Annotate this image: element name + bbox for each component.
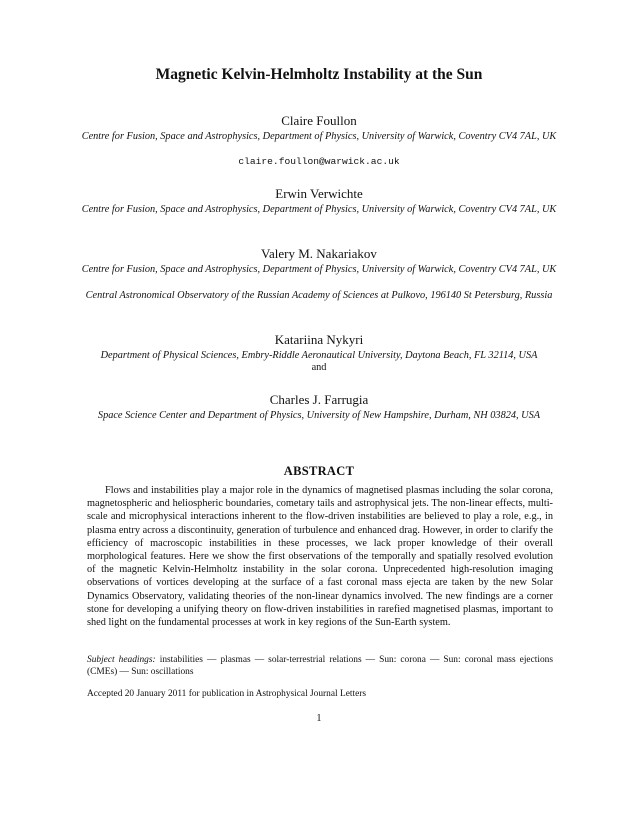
subject-headings [87,654,553,679]
author-name-1: Claire Foullon [281,113,357,128]
abstract-heading: ABSTRACT [283,464,355,478]
author-name-2: Erwin Verwichte [275,186,363,201]
author-affiliation-5: Space Science Center and Department of Physics, University of New Hampshire, Durham, NH 03824, USA [97,410,541,421]
author-affiliation-3a: Centre for Fusion, Space and Astrophysics, Department of Physics, University of Warwick, Coventry CV4 7AL, UK [81,264,557,275]
acceptance-note: Accepted 20 January 2011 for publication in Astrophysical Journal Letters [87,689,367,699]
author-name-5: Charles J. Farrugia [269,392,369,407]
author-name-4: Katariina Nykyri [274,332,364,347]
author-affiliation-2: Centre for Fusion, Space and Astrophysics, Department of Physics, University of Warwick, Coventry CV4 7AL, UK [81,204,557,215]
subject-headings-text: instabilities — plasmas — solar-terrestrial relations — Sun: corona — Sun: coronal mass ejections (CMEs) — Sun: oscillations [87,655,553,678]
author-affiliation-1: Centre for Fusion, Space and Astrophysics, Department of Physics, University of Warwick, Coventry CV4 7AL, UK [81,131,557,142]
subject-headings-label: Subject headings: [87,655,156,665]
and-separator: and [311,362,327,373]
author-email[interactable]: claire.foullon@warwick.ac.uk [238,156,400,167]
author-affiliation-4: Department of Physical Sciences, Embry-Riddle Aeronautical University, Daytona Beach, FL 32114, USA [100,350,538,361]
abstract-text: Flows and instabilities play a major role in the dynamics of magnetised plasmas including the solar corona, magnetospheric and heliospheric boundaries, cometary tails and astrophysical jets. The non-linear effects, multi-scale and microphysical interactions inherent to the flow-driven instabilities are believed to play a role, e.g., in plasma entry across a discontinuity, generation of turbulence and enhanced drag. However, in order to clarify the efficiency of macroscopic instabilities in these processes, we lack proper knowledge of their overall morphological features. Here we show the first observations of the temporally and spatially resolved evolution of the magnetic Kelvin-Helmholtz instability in the solar corona. Unprecedented high-resolution imaging observations of vortices developing at the surface of a fast coronal mass ejecta are taken by the new Solar Dynamics Observatory, validating theories of the non-linear dynamics involved. The new findings are a corner stone for developing a unifying theory on flow-driven instabilities in rarefied magnetised plasmas, important to shed light on the fundamental processes at work in key regions of the Sun-Earth system. [87,485,553,629]
paper-title: Magnetic Kelvin-Helmholtz Instability at the Sun [155,66,483,83]
author-name-3: Valery M. Nakariakov [261,246,377,261]
author-affiliation-3b: Central Astronomical Observatory of the Russian Academy of Sciences at Pulkovo, 196140 St Petersburg, Russia [85,290,553,301]
page-number: 1 [316,713,322,724]
